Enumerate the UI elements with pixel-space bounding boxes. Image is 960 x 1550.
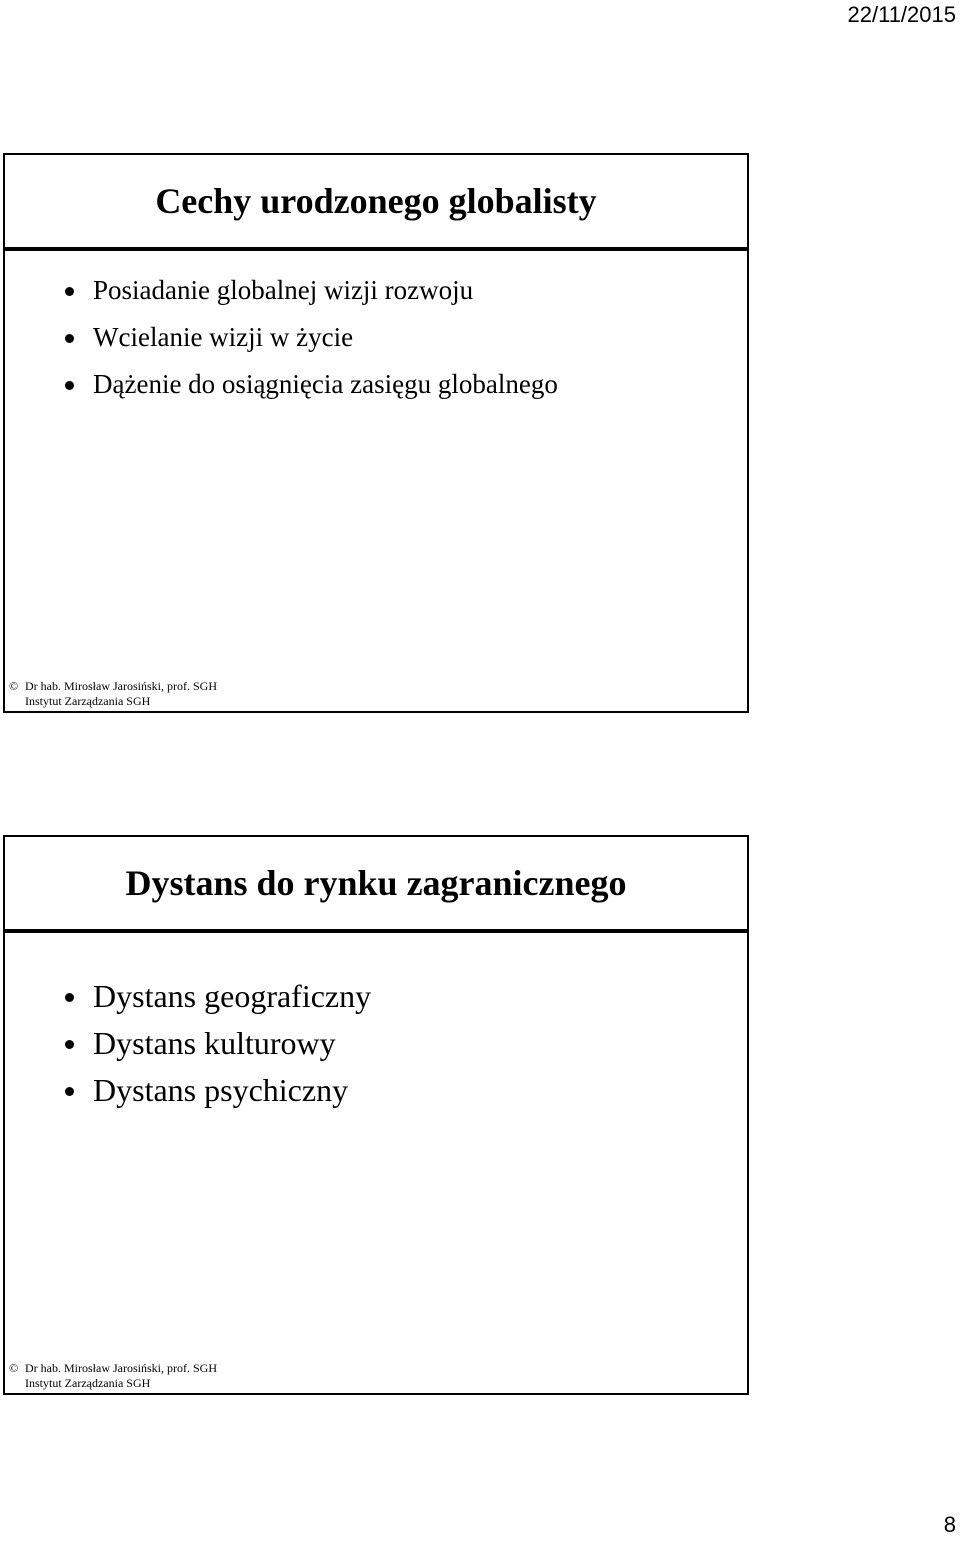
bullet-item [65, 973, 747, 1020]
bullet-text: Dystans geograficzny [93, 978, 372, 1014]
bullet-text: Dążenie do osiągnięcia zasięgu globalnego [93, 369, 558, 399]
slide-title: Dystans do rynku zagranicznego [125, 863, 627, 903]
handout-date: 22/11/2015 [847, 2, 956, 27]
bullet-icon [65, 381, 74, 390]
copyright-icon: © [9, 679, 19, 693]
footer-author: Dr hab. Mirosław Jarosiński, prof. SGH [25, 1361, 217, 1375]
bullet-list [5, 973, 747, 1114]
footer-author: Dr hab. Mirosław Jarosiński, prof. SGH [25, 679, 217, 693]
slide-title: Cechy urodzonego globalisty [155, 181, 597, 221]
bullet-item [65, 1067, 747, 1114]
bullet-icon [65, 1087, 74, 1096]
slide-footer [9, 679, 217, 709]
bullet-icon [65, 1040, 74, 1049]
bullet-text: Dystans kulturowy [93, 1025, 336, 1061]
bullet-list [5, 267, 747, 408]
slide-2 [3, 835, 749, 1395]
bullet-item [65, 361, 747, 408]
bullet-icon [65, 334, 74, 343]
bullet-item [65, 314, 747, 361]
title-divider [5, 929, 747, 933]
bullet-item [65, 1020, 747, 1067]
slide-1 [3, 153, 749, 713]
bullet-icon [65, 287, 74, 296]
title-divider [5, 247, 747, 251]
bullet-text: Wcielanie wizji w życie [93, 322, 354, 352]
bullet-text: Dystans psychiczny [93, 1072, 349, 1108]
bullet-text: Posiadanie globalnej wizji rozwoju [93, 275, 474, 305]
bullet-icon [65, 993, 74, 1002]
copyright-icon: © [9, 1361, 19, 1375]
bullet-item [65, 267, 747, 314]
footer-institute: Instytut Zarządzania SGH [25, 1376, 151, 1390]
footer-institute: Instytut Zarządzania SGH [25, 694, 151, 708]
page-number: 8 [943, 1512, 956, 1537]
slide-footer [9, 1361, 217, 1391]
